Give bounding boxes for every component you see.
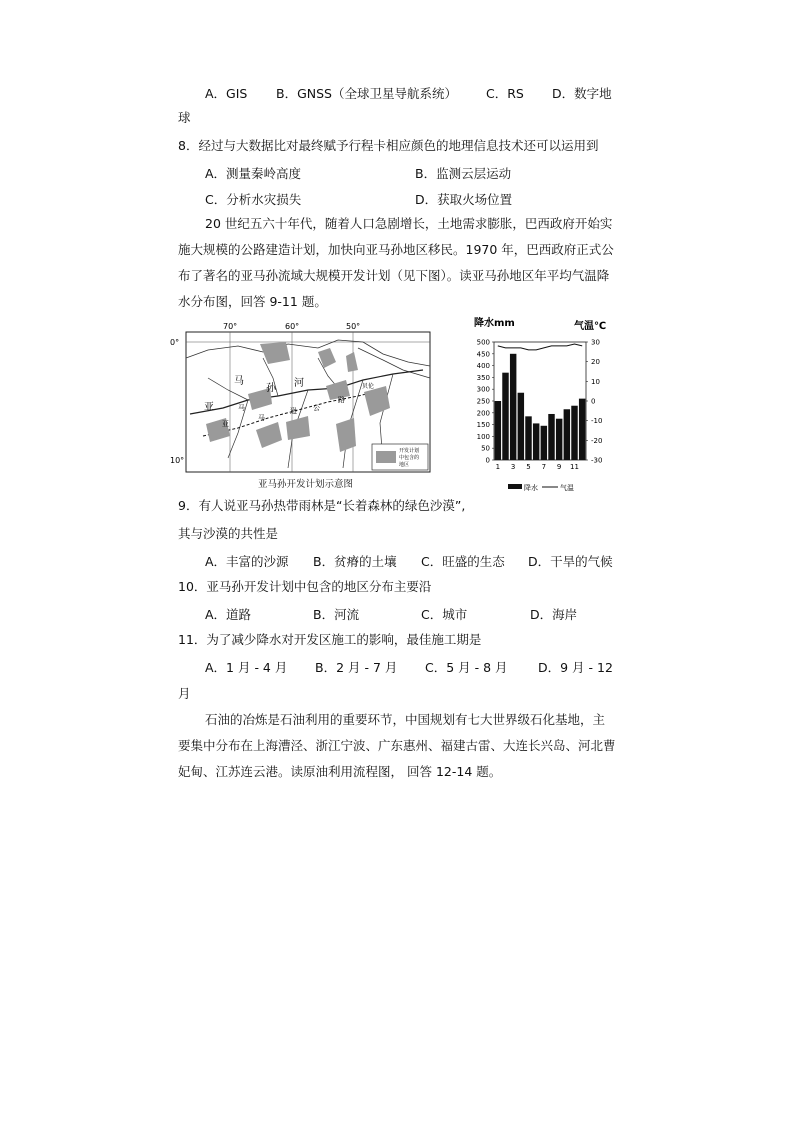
passage2-line-2: 要集中分布在上海漕泾、浙江宁波、广东惠州、福建古雷、大连长兴岛、河北曹 [178,738,616,753]
lon-label-70: 70° [223,322,238,331]
q10-stem: 10．亚马孙开发计划中包含的地区分布主要沿 [178,579,432,594]
q9-option-c: C．旺盛的生态 [421,554,505,569]
label-ma-1: 马 [234,376,244,387]
q9-option-d: D．干旱的气候 [528,554,613,569]
precip-bar [502,373,508,460]
x-tick-label: 7 [541,463,547,471]
map-legend-swatch [376,451,396,463]
x-tick-label: 11 [570,463,579,471]
q9-stem-2: 其与沙漠的共性是 [178,526,279,541]
passage1-line-4: 水分布图，回答 9-11 题。 [178,294,327,309]
right-tick-label: 0 [591,397,596,406]
left-tick-label: 300 [476,385,490,394]
label-ya-1: 亚 [204,402,214,413]
precip-bar [525,416,531,460]
passage1-line-3: 布了著名的亚马孙流域大规模开发计划（见下图）。读亚马孙地区年平均气温降 [178,268,610,283]
precip-bar [579,399,585,460]
map-caption: 亚马孙开发计划示意图 [258,479,354,490]
precip-bar [533,423,539,460]
legend-precip-label: 降水 [524,484,538,492]
lat-label-10: 10° [170,456,185,465]
precip-bar [510,354,516,460]
map-legend-line-1: 开发计划 [399,448,420,454]
map-legend-line-3: 地区 [399,462,410,468]
label-ma-2: 马 [238,404,245,412]
left-tick-label: 450 [476,350,490,359]
x-tick-label: 1 [495,463,501,471]
x-tick-label: 9 [556,463,562,471]
climate-left-title: 降水mm [474,318,515,329]
passage2-line-1: 石油的冶炼是石油利用的重要环节，中国规划有七大世界级石化基地，主 [205,712,606,727]
amazon-map-figure [168,318,436,494]
q11-option-d-wrap: 月 [178,686,191,701]
passage2-line-3: 妃甸、江苏连云港。读原油利用流程图， 回答 12-14 题。 [178,764,502,779]
q10-option-c: C．城市 [421,607,468,622]
q11-option-c: C．5 月 - 8 月 [425,660,508,675]
precip-bar [548,414,554,460]
label-he: 河 [294,378,304,389]
map-legend-line-2: 中包含的 [399,455,420,461]
q9-option-a: A．丰富的沙源 [205,554,289,569]
climate-chart [466,314,616,496]
precip-bar [556,419,562,460]
q11-option-b: B．2 月 - 7 月 [315,660,398,675]
q7-option-a: A．GIS [205,86,248,101]
left-tick-label: 150 [476,421,490,430]
q7-option-b: B．GNSS（全球卫星导航系统） [276,86,457,101]
climate-right-title: 气温℃ [574,321,607,332]
q9-stem: 9．有人说亚马孙热带雨林是“长着森林的绿色沙漠”, [178,498,466,513]
q8-option-d: D．获取火场位置 [415,192,513,207]
precip-bar [541,426,547,460]
q9-option-b: B．贫瘠的土壤 [313,554,397,569]
right-tick-label: -30 [591,456,603,465]
x-tick-label: 3 [510,463,516,471]
legend-temp-label: 气温 [560,484,574,492]
label-belem: 贝伦 [362,383,375,390]
q7-option-d: D．数字地 [552,86,612,101]
q10-option-b: B．河流 [313,607,360,622]
left-tick-label: 350 [476,373,490,382]
lon-label-60: 60° [285,322,300,331]
lat-label-0: 0° [170,338,180,347]
left-tick-label: 250 [476,397,490,406]
q8-stem: 8．经过与大数据比对最终赋予行程卡相应颜色的地理信息技术还可以运用到 [178,138,599,153]
q7-option-c: C．RS [486,86,524,101]
left-tick-label: 100 [476,432,490,441]
temperature-line [498,344,582,350]
left-tick-label: 500 [476,338,490,347]
right-tick-label: 10 [591,377,600,386]
label-ya-2: 亚 [222,420,229,428]
left-tick-label: 400 [476,362,490,371]
precip-bar [571,406,577,460]
right-tick-label: -20 [591,436,603,445]
q11-stem: 11．为了减少降水对开发区施工的影响，最佳施工期是 [178,632,482,647]
left-tick-label: 200 [476,409,490,418]
q8-option-b: B．监测云层运动 [415,166,512,181]
right-tick-label: -10 [591,417,603,426]
legend-precip-swatch [508,484,522,489]
q10-option-a: A．道路 [205,607,252,622]
lon-label-50: 50° [346,322,361,331]
passage1-line-1: 20 世纪五六十年代，随着人口急剧增长，土地需求膨胀，巴西政府开始实 [205,216,613,231]
precip-bar [518,393,524,460]
right-tick-label: 30 [591,338,600,347]
q11-option-a: A．1 月 - 4 月 [205,660,288,675]
precip-bar [564,409,570,460]
q10-option-d: D．海岸 [530,607,578,622]
label-gong: 公 [313,404,320,412]
precip-bar [495,401,501,460]
left-tick-label: 50 [481,444,490,453]
label-ma-3: 马 [258,414,265,422]
label-sun: 孙 [266,383,276,394]
q7-option-d-wrap: 球 [178,110,191,125]
label-xun: 逊 [290,407,297,415]
q11-option-d: D．9 月 - 12 [538,660,613,675]
amazon-map [168,318,436,494]
label-lu: 路 [338,396,345,404]
q8-option-a: A．测量秦岭高度 [205,166,302,181]
climate-chart-figure [466,314,616,496]
passage1-line-2: 施大规模的公路建造计划，加快向亚马孙地区移民。1970 年，巴西政府正式公 [178,242,614,257]
q8-option-c: C．分析水灾损失 [205,192,302,207]
x-tick-label: 5 [526,463,531,471]
left-tick-label: 0 [485,456,490,465]
right-tick-label: 20 [591,358,600,367]
